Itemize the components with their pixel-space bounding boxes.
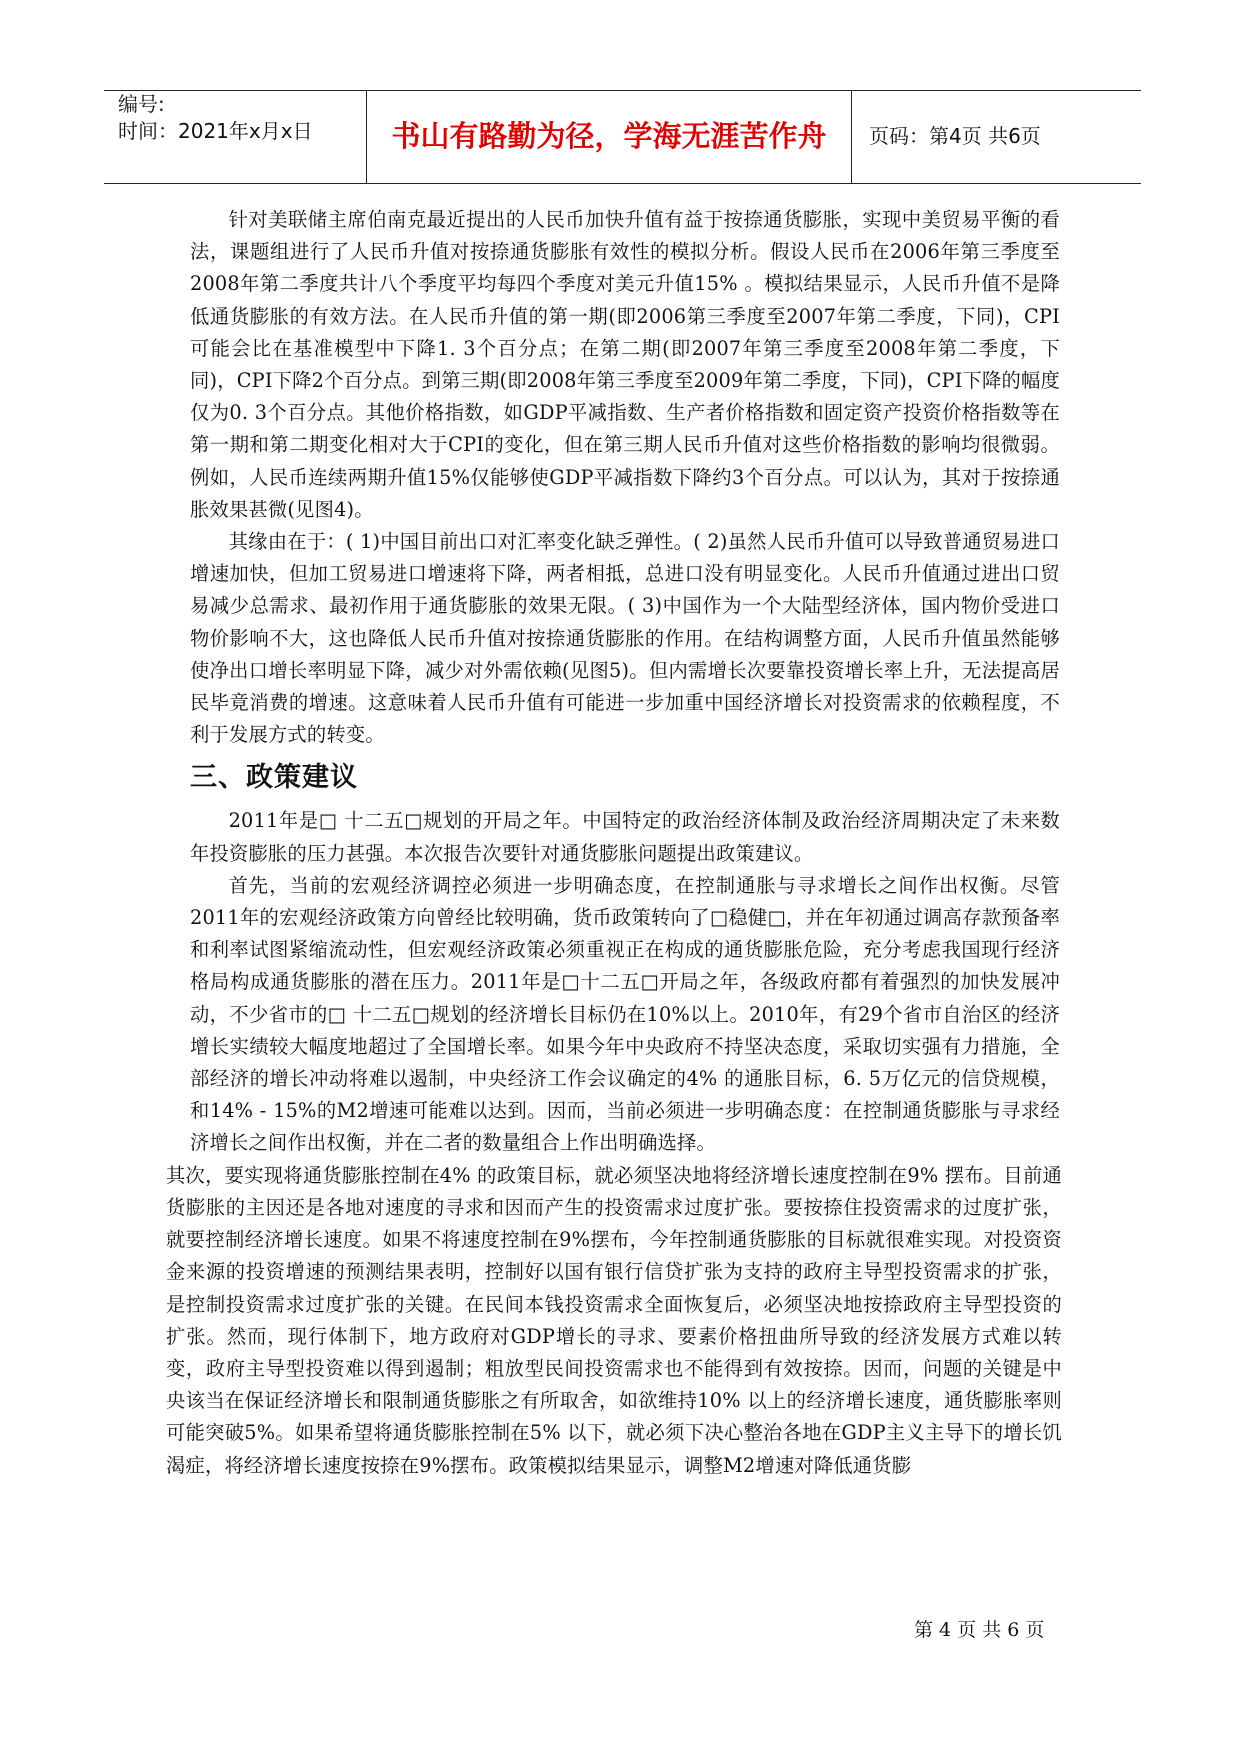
- header-meta-cell: [104, 91, 366, 183]
- time-label: 时间：2021年x月x日: [118, 119, 313, 143]
- paragraph: 针对美联储主席伯南克最近提出的人民币加快升值有益于按捺通货膨胀，实现中美贸易平衡的看法，课题组进行了人民币升值对按捺通货膨胀有效性的模拟分析。假设人民币在2006年第三季度至2008年第二季度共计八个季度平均每四个季度对美元升值15% 。模拟结果显示，人民币升值不是降低通货膨胀的有效方法。在人民币升值的第一期(即2006第三季度至2007年第二季度，下同)，CPI可能会比在基准模型中下降1. 3个百分点；在第二期(即2007年第三季度至2008年第二季度，下同)，CPI下降2个百分点。到第三期(即2008年第三季度至2009年第二季度，下同)，CPI下降的幅度仅为0. 3个百分点。其他价格指数，如GDP平减指数、生产者价格指数和固定资产投资价格指数等在第一期和第二期变化相对大于CPI的变化，但在第三期人民币升值对这些价格指数的影响均很微弱。例如，人民币连续两期升值15%仅能够使GDP平减指数下降约3个百分点。可以认为，其对于按捺通胀效果甚微(见图4)。: [190, 208, 1060, 521]
- number-label: 编号:: [118, 92, 165, 116]
- paragraph: 其次，要实现将通货膨胀控制在4% 的政策目标，就必须坚决地将经济增长速度控制在9% 摆布。目前通货膨胀的主因还是各地对速度的寻求和因而产生的投资需求过度扩张。要按捺住投资需求的过度扩张，就要控制经济增长速度。如果不将速度控制在9%摆布，今年控制通货膨胀的目标就很难实现。对投资资金来源的投资增速的预测结果表明，控制好以国有银行信贷扩张为支持的政府主导型投资需求的扩张，是控制投资需求过度扩张的关键。在民间本钱投资需求全面恢复后，必须坚决地按捺政府主导型投资的扩张。然而，现行体制下，地方政府对GDP增长的寻求、要素价格扭曲所导致的经济发展方式难以转变，政府主导型投资难以得到遏制；粗放型民间投资需求也不能得到有效按捺。因而，问题的关键是中央该当在保证经济增长和限制通货膨胀之有所取舍，如欲维持10% 以上的经济增长速度，通货膨胀率则可能突破5%。如果希望将通货膨胀控制在5% 以下，就必须下决心整治各地在GDP主义主导下的增长饥渴症，将经济增长速度按捺在9%摆布。政策模拟结果显示，调整M2增速对降低通货膨: [166, 1163, 1062, 1477]
- document-body: [166, 204, 1062, 1482]
- motto: 书山有路勤为径，学海无涯苦作舟: [391, 119, 827, 153]
- header-page-cell: [851, 91, 1141, 183]
- paragraph: 其缘由在于：( 1)中国目前出口对汇率变化缺乏弹性。( 2)虽然人民币升值可以导致普通贸易进口增速加快，但加工贸易进口增速将下降，两者相抵，总进口没有明显变化。人民币升值通过进出口贸易减少总需求、最初作用于通货膨胀的效果无限。( 3)中国作为一个大陆型经济体，国内物价受进口物价影响不大，这也降低人民币升值对按捺通货膨胀的作用。在结构调整方面，人民币升值虽然能够使净出口增长率明显下降，减少对外需依赖(见图5)。但内需增长次要靠投资增长率上升，无法提高居民毕竟消费的增速。这意味着人民币升值有可能进一步加重中国经济增长对投资需求的依赖程度，不利于发展方式的转变。: [190, 530, 1060, 747]
- header-motto-cell: [366, 91, 852, 183]
- paragraph: 2011年是□ 十二五□规划的开局之年。中国特定的政治经济体制及政治经济周期决定了未来数年投资膨胀的压力甚强。本次报告次要针对通货膨胀问题提出政策建议。: [190, 809, 1060, 865]
- page-footer: 第 4 页 共 6 页: [914, 1619, 1045, 1641]
- page-code: 页码：第4页 共6页: [869, 124, 1041, 148]
- page-header: [104, 90, 1141, 184]
- paragraph: 首先，当前的宏观经济调控必须进一步明确态度，在控制通胀与寻求增长之间作出权衡。尽管2011年的宏观经济政策方向曾经比较明确，货币政策转向了□稳健□，并在年初通过调高存款预备率和利率试图紧缩流动性，但宏观经济政策必须重视正在构成的通货膨胀危险，充分考虑我国现行经济格局构成通货膨胀的潜在压力。2011年是□十二五□开局之年，各级政府都有着强烈的加快发展冲动，不少省市的□ 十二五□规划的经济增长目标仍在10%以上。2010年，有29个省市自治区的经济增长实绩较大幅度地超过了全国增长率。如果今年中央政府不持坚决态度，采取切实强有力措施，全部经济的增长冲动将难以遏制，中央经济工作会议确定的4% 的通胀目标，6. 5万亿元的信贷规模，和14% - 15%的M2增速可能难以达到。因而，当前必须进一步明确态度：在控制通货膨胀与寻求经济增长之间作出权衡，并在二者的数量组合上作出明确选择。: [190, 873, 1060, 1155]
- section-heading: 三、政策建议: [190, 762, 358, 794]
